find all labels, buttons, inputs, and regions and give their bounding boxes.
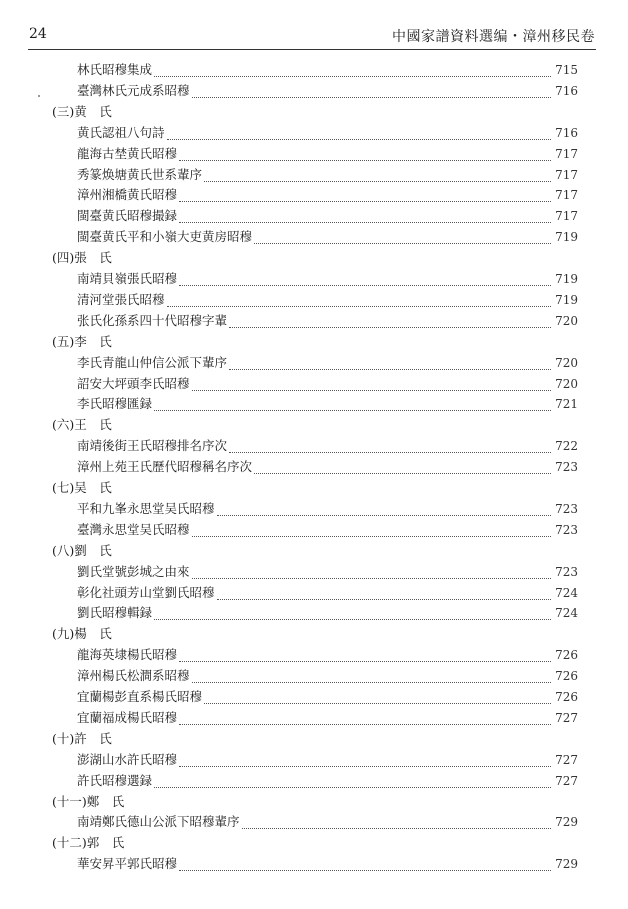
section-title: (十)許 氏 — [52, 730, 112, 746]
entry-title: 李氏青龍山仲信公派下輩序 — [77, 354, 228, 370]
toc-entry[interactable] — [77, 436, 578, 456]
toc-section-heading — [52, 248, 352, 268]
entry-title: 漳州楊氏松澗系昭穆 — [77, 668, 190, 684]
margin-mark — [38, 95, 40, 97]
entry-page-number: 719 — [555, 292, 578, 307]
entry-page-number: 717 — [555, 188, 578, 203]
dot-leader — [154, 75, 551, 77]
entry-title: 詔安大坪頭李氏昭穆 — [77, 375, 190, 391]
entry-page-number: 723 — [555, 522, 578, 537]
section-title: (四)張 氏 — [52, 250, 112, 266]
toc-entry[interactable] — [77, 144, 578, 164]
entry-title: 漳州上苑王氏歷代昭穆稱名序次 — [77, 459, 253, 475]
entry-title: 閩臺黄氏昭穆撮録 — [77, 208, 178, 224]
section-title: (五)李 氏 — [52, 333, 112, 349]
dot-leader — [254, 472, 551, 474]
toc-entry[interactable] — [77, 311, 578, 331]
entry-page-number: 716 — [555, 83, 578, 98]
dot-leader — [217, 598, 552, 600]
entry-page-number: 716 — [555, 125, 578, 140]
toc-section-heading — [52, 792, 352, 812]
dot-leader — [154, 786, 551, 788]
entry-title: 臺灣永思堂吴氏昭穆 — [77, 521, 190, 537]
entry-title: 劉氏堂號彭城之由來 — [77, 563, 190, 579]
dot-leader — [192, 681, 552, 683]
section-title: (三)黄 氏 — [52, 103, 112, 119]
toc-entry[interactable] — [77, 81, 578, 101]
dot-leader — [204, 180, 551, 182]
entry-page-number: 724 — [555, 585, 578, 600]
page-number: 24 — [29, 26, 47, 42]
entry-page-number: 717 — [555, 167, 578, 182]
dot-leader — [242, 827, 552, 829]
dot-leader — [179, 159, 551, 161]
entry-page-number: 727 — [555, 773, 578, 788]
toc-entry[interactable] — [77, 353, 578, 373]
toc-entry[interactable] — [77, 206, 578, 226]
dot-leader — [179, 200, 551, 202]
entry-page-number: 720 — [555, 376, 578, 391]
section-title: (九)楊 氏 — [52, 626, 112, 642]
section-title: (八)劉 氏 — [52, 542, 112, 558]
dot-leader — [154, 409, 551, 411]
dot-leader — [167, 138, 552, 140]
entry-page-number: 717 — [555, 146, 578, 161]
entry-page-number: 721 — [555, 397, 578, 412]
entry-title: 許氏昭穆選録 — [77, 772, 153, 788]
dot-leader — [154, 618, 551, 620]
toc-entry[interactable] — [77, 562, 578, 582]
dot-leader — [179, 660, 551, 662]
entry-title: 南靖鄭氏德山公派下昭穆輩序 — [77, 814, 240, 830]
toc-entry[interactable] — [77, 290, 578, 310]
dot-leader — [179, 869, 551, 871]
toc-section-heading — [52, 102, 352, 122]
dot-leader — [179, 765, 551, 767]
toc-entry[interactable] — [77, 227, 578, 247]
toc-entry[interactable] — [77, 750, 578, 770]
entry-title: 彰化社頭芳山堂劉氏昭穆 — [77, 584, 215, 600]
entry-title: 张氏化孫系四十代昭穆字輩 — [77, 312, 228, 328]
toc-section-heading — [52, 833, 352, 853]
entry-page-number: 715 — [555, 63, 578, 77]
entry-page-number: 726 — [555, 690, 578, 704]
entry-page-number: 727 — [555, 752, 578, 767]
dot-leader — [192, 577, 552, 579]
dot-leader — [192, 96, 552, 98]
toc-entry[interactable] — [77, 185, 578, 205]
toc-section-heading — [52, 478, 352, 498]
dot-leader — [217, 514, 552, 516]
toc-entry[interactable] — [77, 60, 578, 80]
entry-title: 劉氏昭穆輯録 — [77, 605, 153, 621]
section-title: (十二)郭 氏 — [52, 835, 125, 851]
entry-title: 龍海古埜黄氏昭穆 — [77, 145, 178, 161]
entry-page-number: 726 — [555, 669, 578, 684]
section-title: (十一)鄭 氏 — [52, 793, 125, 809]
entry-title: 李氏昭穆匯録 — [77, 396, 153, 412]
dot-leader — [229, 326, 551, 328]
dot-leader — [204, 702, 551, 704]
toc-section-heading — [52, 541, 352, 561]
dot-leader — [192, 535, 552, 537]
toc-entry[interactable] — [77, 666, 578, 686]
entry-title: 宜蘭楊彭直系楊氏昭穆 — [77, 689, 203, 704]
entry-page-number: 720 — [555, 313, 578, 328]
toc-entry[interactable] — [77, 394, 578, 414]
toc-entry[interactable] — [77, 123, 578, 143]
toc-entry[interactable] — [77, 269, 578, 289]
section-title: (六)王 氏 — [52, 417, 112, 433]
entry-page-number: 722 — [555, 439, 578, 454]
entry-title: 龍海英埭楊氏昭穆 — [77, 647, 178, 663]
entry-page-number: 719 — [555, 230, 578, 245]
entry-title: 南靖後街王氏昭穆排名序次 — [77, 438, 228, 454]
toc-entry[interactable] — [77, 603, 578, 623]
dot-leader — [167, 305, 552, 307]
running-title: 中國家譜資料選编・漳州移民卷 — [392, 29, 595, 45]
toc-entry[interactable] — [77, 374, 578, 394]
toc-section-heading — [52, 332, 352, 352]
entry-title: 澎湖山水許氏昭穆 — [77, 751, 178, 767]
toc-entry[interactable] — [77, 645, 578, 665]
entry-title: 漳州湘橋黄氏昭穆 — [77, 187, 178, 203]
toc-entry[interactable] — [77, 771, 578, 791]
entry-title: 黄氏認祖八句詩 — [77, 124, 165, 140]
page-header — [29, 26, 595, 48]
entry-page-number: 726 — [555, 648, 578, 663]
toc-section-heading — [52, 729, 352, 749]
toc-entry[interactable] — [77, 457, 578, 477]
toc-entry[interactable] — [77, 708, 578, 728]
entry-page-number: 729 — [555, 815, 578, 830]
toc-entry[interactable] — [77, 520, 578, 540]
section-title: (七)吴 氏 — [52, 480, 112, 495]
toc-section-heading — [52, 415, 352, 435]
entry-title: 秀篆焕塘黄氏世系輩序 — [77, 166, 203, 182]
dot-leader — [192, 389, 552, 391]
toc-entry[interactable] — [77, 165, 578, 185]
dot-leader — [254, 242, 551, 244]
entry-page-number: 727 — [555, 710, 578, 725]
entry-title: 宜蘭福成楊氏昭穆 — [77, 709, 178, 725]
header-rule — [28, 49, 596, 50]
toc-entry[interactable] — [77, 687, 578, 707]
entry-page-number: 729 — [555, 857, 578, 872]
entry-title: 平和九峯永思堂吴氏昭穆 — [77, 500, 215, 516]
entry-page-number: 723 — [555, 564, 578, 579]
entry-title: 臺灣林氏元成系昭穆 — [77, 82, 190, 98]
toc-entry[interactable] — [77, 499, 578, 519]
entry-title: 南靖貝嶺張氏昭穆 — [77, 271, 178, 286]
entry-title: 清河堂張氏昭穆 — [77, 291, 165, 307]
toc-entry[interactable] — [77, 583, 578, 603]
entry-title: 閩臺黄氏平和小嶺大吏黄房昭穆 — [77, 229, 253, 245]
toc-entry[interactable] — [77, 812, 578, 832]
entry-page-number: 720 — [555, 355, 578, 370]
dot-leader — [229, 368, 551, 370]
toc-entry[interactable] — [77, 854, 578, 874]
entry-page-number: 717 — [555, 209, 578, 224]
entry-page-number: 723 — [555, 460, 578, 475]
dot-leader — [179, 284, 551, 286]
entry-title: 林氏昭穆集成 — [77, 62, 153, 77]
dot-leader — [179, 723, 551, 725]
entry-page-number: 724 — [555, 606, 578, 621]
toc-section-heading — [52, 624, 352, 644]
dot-leader — [229, 451, 551, 453]
entry-page-number: 719 — [555, 272, 578, 286]
entry-title: 華安昇平郭氏昭穆 — [77, 856, 178, 872]
dot-leader — [179, 221, 551, 223]
entry-page-number: 723 — [555, 501, 578, 516]
